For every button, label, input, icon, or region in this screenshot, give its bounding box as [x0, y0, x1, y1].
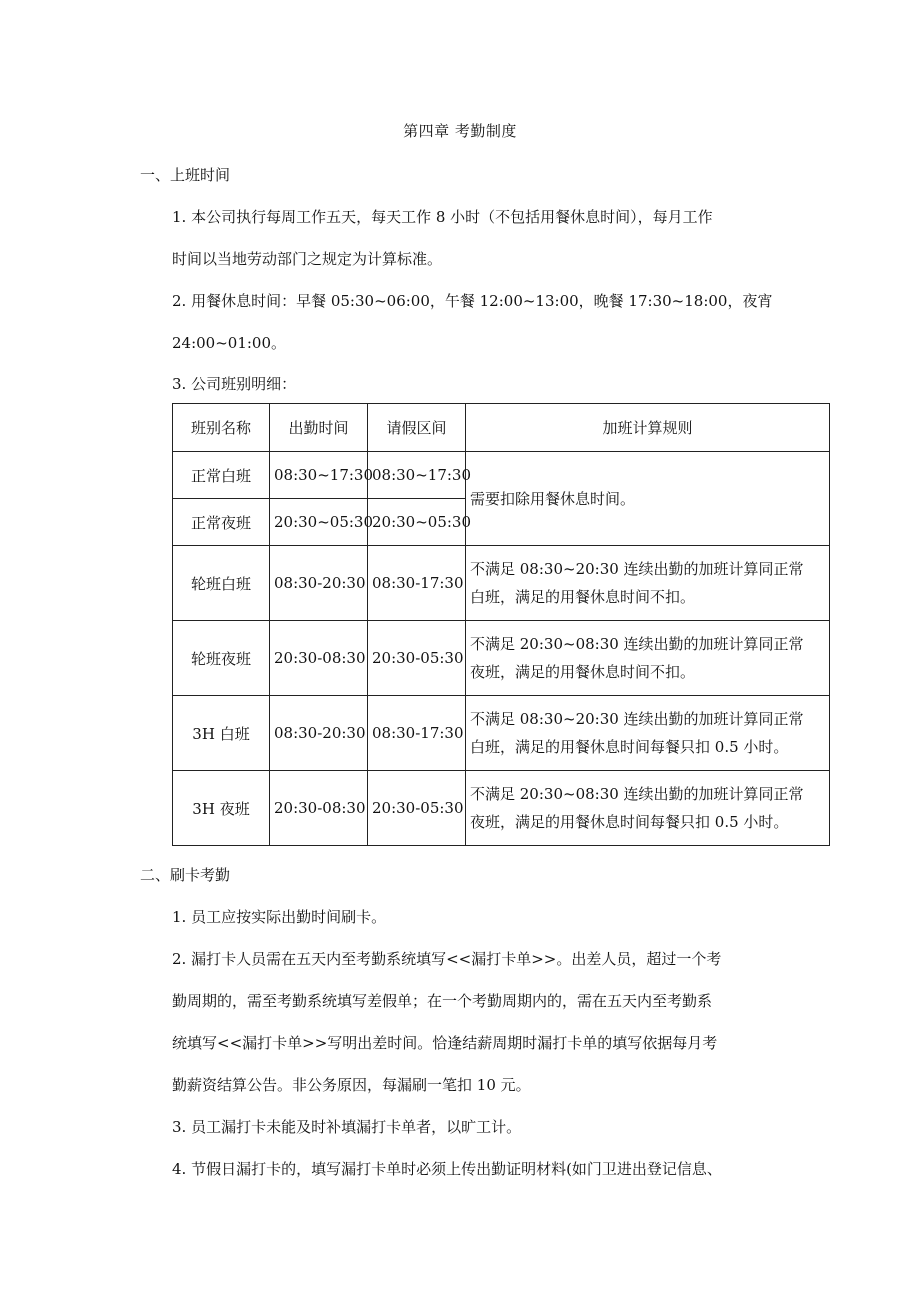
leave-range-cell: 20:30-05:30: [368, 771, 466, 846]
paragraph-line: 24:00~01:00。: [172, 334, 287, 352]
work-time-cell: 08:30~17:30: [270, 452, 368, 499]
work-time-cell: 08:30-20:30: [270, 546, 368, 621]
table-row: [173, 696, 830, 771]
table-row: [173, 546, 830, 621]
overtime-rule-cell: 需要扣除用餐休息时间。: [466, 452, 830, 546]
paragraph-line: 3. 公司班别明细：: [172, 375, 297, 393]
rule-line: 不满足 20:30~08:30 连续出勤的加班计算同正常: [470, 635, 804, 653]
leave-range-cell: 08:30-17:30: [368, 546, 466, 621]
shift-name-cell: 3H 夜班: [173, 771, 270, 846]
paragraph-line: 3. 员工漏打卡未能及时补填漏打卡单者，以旷工计。: [172, 1118, 522, 1136]
rule-line: 不满足 20:30~08:30 连续出勤的加班计算同正常: [470, 785, 804, 803]
shift-name-cell: 轮班夜班: [173, 621, 270, 696]
work-time-cell: 08:30-20:30: [270, 696, 368, 771]
paragraph-line: 4. 节假日漏打卡的，填写漏打卡单时必须上传出勤证明材料(如门卫进出登记信息、: [172, 1160, 722, 1178]
shift-name-cell: 正常白班: [173, 452, 270, 499]
overtime-rule-cell: [466, 546, 830, 621]
paragraph-line: 2. 漏打卡人员需在五天内至考勤系统填写<<漏打卡单>>。出差人员，超过一个考: [172, 950, 722, 968]
rule-line: 夜班，满足的用餐休息时间不扣。: [470, 663, 696, 681]
rule-line: 不满足 08:30~20:30 连续出勤的加班计算同正常: [470, 560, 804, 578]
paragraph-line: 时间以当地劳动部门之规定为计算标准。: [172, 250, 443, 268]
rule-line: 夜班，满足的用餐休息时间每餐只扣 0.5 小时。: [470, 813, 789, 831]
shift-name-cell: 正常夜班: [173, 499, 270, 546]
header-overtime-rule: 加班计算规则: [466, 404, 830, 452]
overtime-rule-cell: [466, 621, 830, 696]
header-leave-range: 请假区间: [368, 404, 466, 452]
rule-line: 白班，满足的用餐休息时间不扣。: [470, 588, 696, 606]
leave-range-cell: 20:30~05:30: [368, 499, 466, 546]
paragraph-line: 勤薪资结算公告。非公务原因，每漏刷一笔扣 10 元。: [172, 1076, 531, 1094]
chapter-title: 第四章 考勤制度: [403, 122, 517, 140]
header-shift-name: 班别名称: [173, 404, 270, 452]
rule-line: 不满足 08:30~20:30 连续出勤的加班计算同正常: [470, 710, 804, 728]
work-time-cell: 20:30~05:30: [270, 499, 368, 546]
leave-range-cell: 08:30-17:30: [368, 696, 466, 771]
work-time-cell: 20:30-08:30: [270, 771, 368, 846]
overtime-rule-cell: [466, 771, 830, 846]
shift-name-cell: 轮班白班: [173, 546, 270, 621]
leave-range-cell: 20:30-05:30: [368, 621, 466, 696]
table-row: [173, 452, 830, 499]
section-heading-work-hours: 一、上班时间: [140, 166, 231, 184]
table-header-row: [173, 404, 830, 452]
paragraph-line: 1. 员工应按实际出勤时间刷卡。: [172, 908, 387, 926]
leave-range-cell: 08:30~17:30: [368, 452, 466, 499]
header-work-time: 出勤时间: [270, 404, 368, 452]
section-heading-card-attendance: 二、刷卡考勤: [140, 866, 231, 884]
paragraph-line: 统填写<<漏打卡单>>写明出差时间。恰逢结薪周期时漏打卡单的填写依据每月考: [172, 1034, 718, 1052]
shift-table: [172, 403, 830, 846]
rule-line: 白班，满足的用餐休息时间每餐只扣 0.5 小时。: [470, 738, 789, 756]
work-time-cell: 20:30-08:30: [270, 621, 368, 696]
shift-name-cell: 3H 白班: [173, 696, 270, 771]
paragraph-line: 1. 本公司执行每周工作五天，每天工作 8 小时（不包括用餐休息时间），每月工作: [172, 208, 713, 226]
table-row: [173, 771, 830, 846]
overtime-rule-cell: [466, 696, 830, 771]
table-row: [173, 621, 830, 696]
paragraph-line: 2. 用餐休息时间：早餐 05:30~06:00，午餐 12:00~13:00，晚餐 17:30~18:00，夜宵: [172, 292, 773, 310]
paragraph-line: 勤周期的，需至考勤系统填写差假单；在一个考勤周期内的，需在五天内至考勤系: [172, 992, 713, 1010]
